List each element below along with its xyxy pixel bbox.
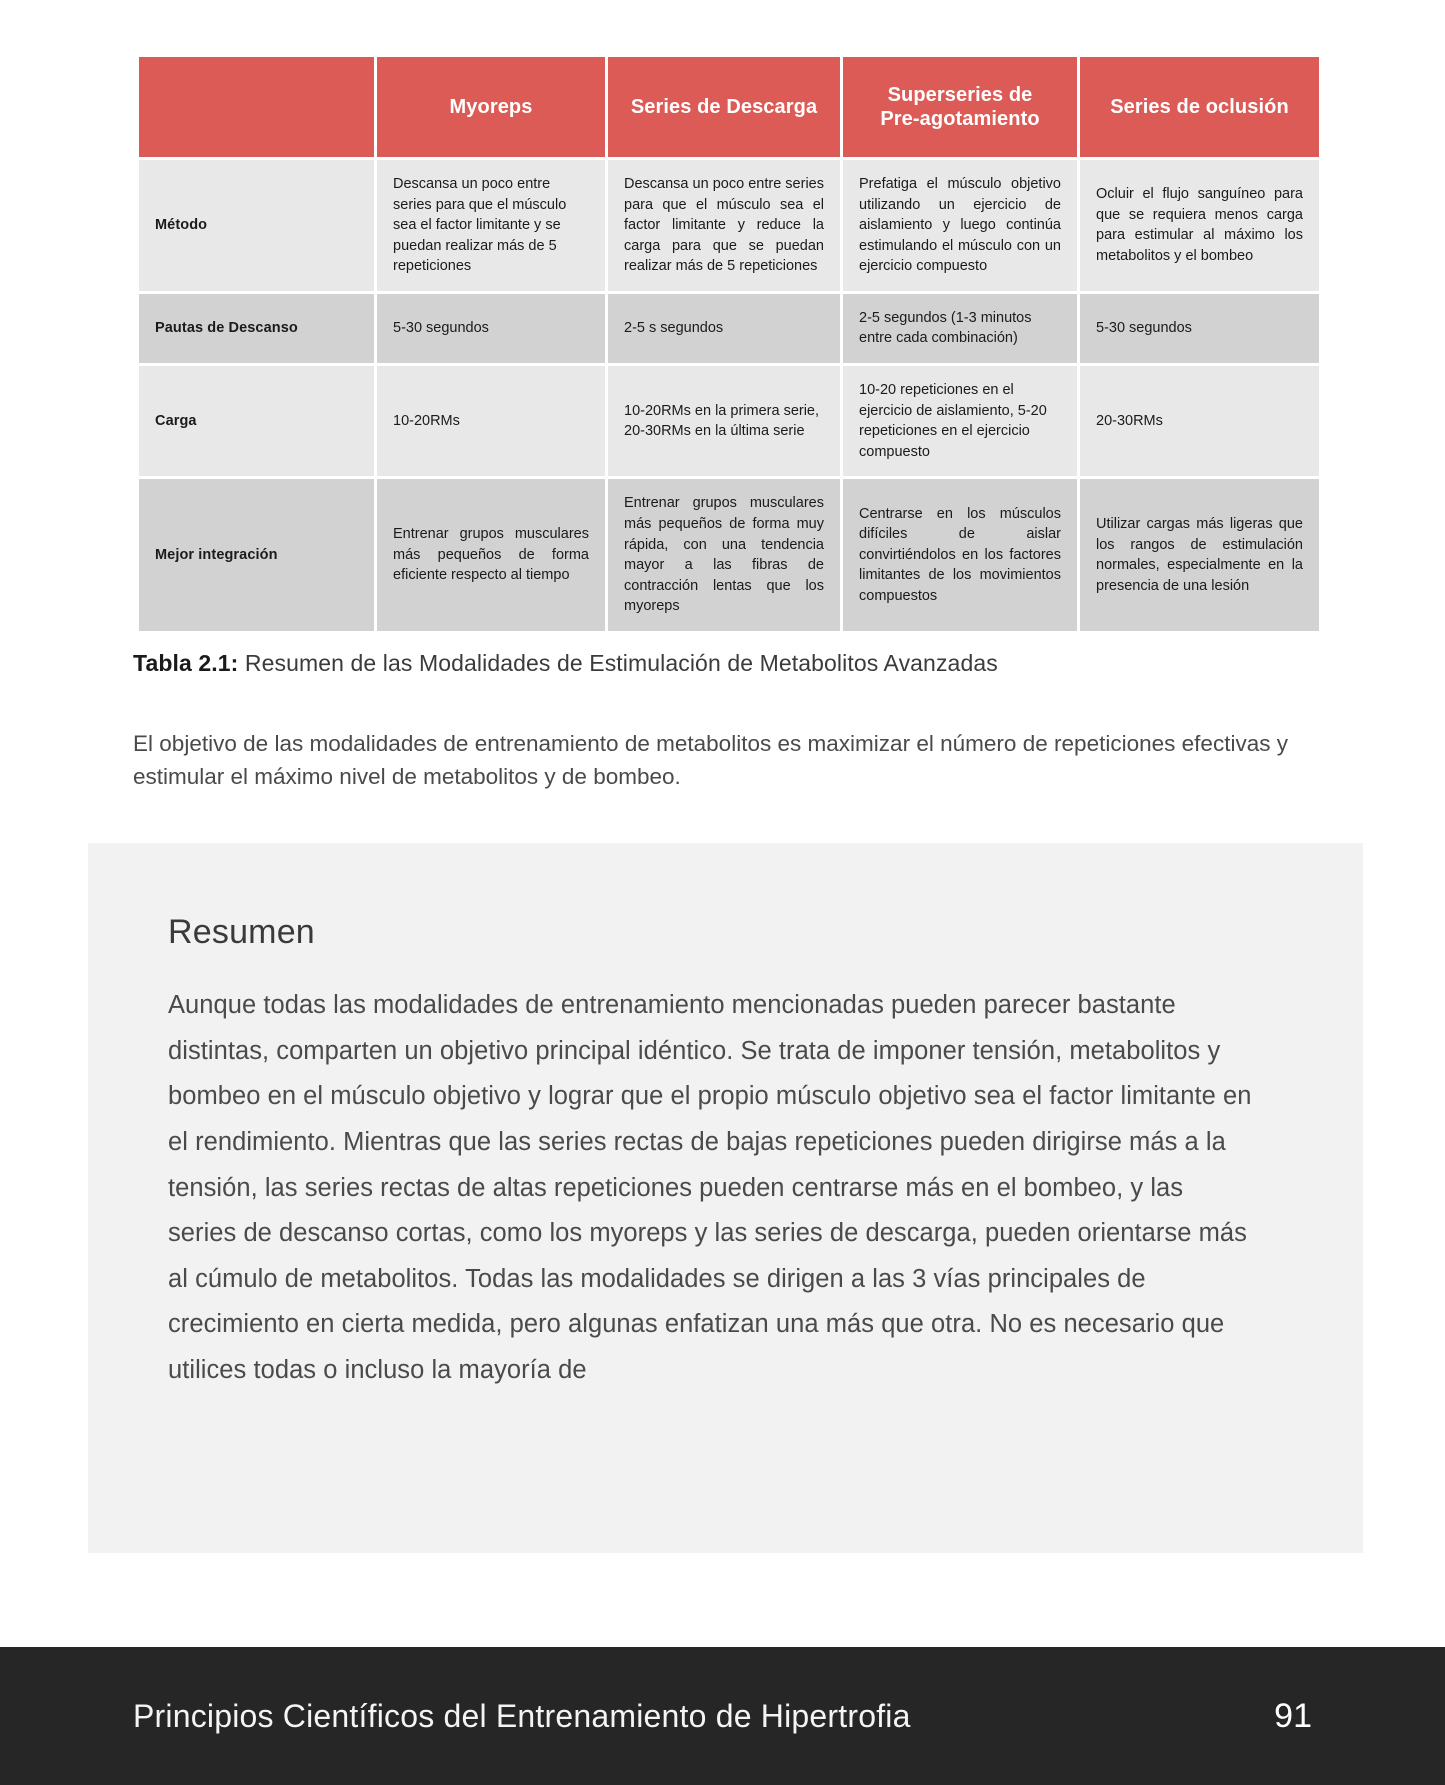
cell-pautas-myoreps: 5-30 segundos	[377, 294, 605, 363]
cell-integracion-oclusion: Utilizar cargas más ligeras que los rangos de estimulación normales, especialmente en la presencia de una lesión	[1080, 479, 1319, 630]
column-header-series-oclusion: Series de oclusión	[1080, 57, 1319, 157]
table-header	[139, 57, 1319, 157]
cell-metodo-descarga: Descansa un poco entre series para que el músculo sea el factor limitante y reduce la carga para que se puedan realizar más de 5 repeticiones	[608, 160, 840, 291]
comparison-table	[136, 54, 1322, 634]
cell-metodo-superseries: Prefatiga el músculo objetivo utilizando un ejercicio de aislamiento y luego continúa estimulando el músculo con un ejercicio compuesto	[843, 160, 1077, 291]
table-row	[139, 479, 1319, 630]
footer-page-number: 91	[1274, 1696, 1312, 1735]
cell-pautas-superseries: 2-5 segundos (1-3 minutos entre cada combinación)	[843, 294, 1077, 363]
cell-carga-descarga: 10-20RMs en la primera serie, 20-30RMs en la última serie	[608, 366, 840, 476]
table-row	[139, 366, 1319, 476]
cell-metodo-oclusion: Ocluir el flujo sanguíneo para que se requiera menos carga para estimular al máximo los metabolitos y el bombeo	[1080, 160, 1319, 291]
cell-pautas-oclusion: 5-30 segundos	[1080, 294, 1319, 363]
table-container	[136, 54, 1304, 634]
table-header-row	[139, 57, 1319, 157]
intro-paragraph: El objetivo de las modalidades de entrenamiento de metabolitos es maximizar el número de repeticiones efectivas y estimular el máximo nivel de metabolitos y de bombeo.	[133, 731, 1288, 789]
column-header-series-descarga: Series de Descarga	[608, 57, 840, 157]
table-caption	[133, 650, 1283, 677]
cell-carga-oclusion: 20-30RMs	[1080, 366, 1319, 476]
cell-metodo-myoreps: Descansa un poco entre series para que el músculo sea el factor limitante y se puedan realizar más de 5 repeticiones	[377, 160, 605, 291]
column-header-superseries-line1: Superseries de	[887, 83, 1033, 106]
cell-carga-superseries: 10-20 repeticiones en el ejercicio de aislamiento, 5-20 repeticiones en el ejercicio compuesto	[843, 366, 1077, 476]
table-row	[139, 294, 1319, 363]
row-label-carga: Carga	[139, 366, 374, 476]
column-header-superseries	[843, 57, 1077, 157]
cell-carga-myoreps: 10-20RMs	[377, 366, 605, 476]
row-label-pautas-descanso: Pautas de Descanso	[139, 294, 374, 363]
cell-integracion-myoreps: Entrenar grupos musculares más pequeños de forma eficiente respecto al tiempo	[377, 479, 605, 630]
table-row	[139, 160, 1319, 291]
column-header-superseries-line2: Pre-agotamiento	[880, 108, 1040, 130]
table-body	[139, 160, 1319, 631]
table-corner-cell	[139, 57, 374, 157]
resumen-heading: Resumen	[168, 913, 315, 951]
resumen-body-text: Aunque todas las modalidades de entrenamiento mencionadas pueden parecer bastante distintas, comparten un objetivo principal idéntico. Se trata de imponer tensión, metabolitos y bombeo en el músculo objetivo y lograr que el propio músculo objetivo sea el factor limitante en el rendimiento. Mientras que las series rectas de bajas repeticiones pueden dirigirse más a la tensión, las series rectas de altas repeticiones pueden centrarse más en el bombeo, y las series de descanso cortas, como los myoreps y las series de descarga, pueden orientarse más al cúmulo de metabolitos. Todas las modalidades se dirigen a las 3 vías principales de crecimiento en cierta medida, pero algunas enfatizan una más que otra. No es necesario que utilices todas o incluso la mayoría de	[168, 991, 1252, 1385]
table-caption-text: Resumen de las Modalidades de Estimulación de Metabolitos Avanzadas	[238, 650, 998, 676]
resumen-callout	[88, 843, 1363, 1553]
row-label-metodo: Método	[139, 160, 374, 291]
page-footer	[0, 1647, 1445, 1785]
cell-integracion-descarga: Entrenar grupos musculares más pequeños de forma muy rápida, con una tendencia mayor a las fibras de contracción lentas que los myoreps	[608, 479, 840, 630]
table-caption-label: Tabla 2.1:	[133, 650, 239, 676]
cell-pautas-descarga: 2-5 s segundos	[608, 294, 840, 363]
footer-book-title: Principios Científicos del Entrenamiento de Hipertrofia	[133, 1697, 911, 1734]
column-header-myoreps: Myoreps	[377, 57, 605, 157]
cell-integracion-superseries: Centrarse en los músculos difíciles de aislar convirtiéndolos en los factores limitantes de los movimientos compuestos	[843, 479, 1077, 630]
row-label-mejor-integracion: Mejor integración	[139, 479, 374, 630]
